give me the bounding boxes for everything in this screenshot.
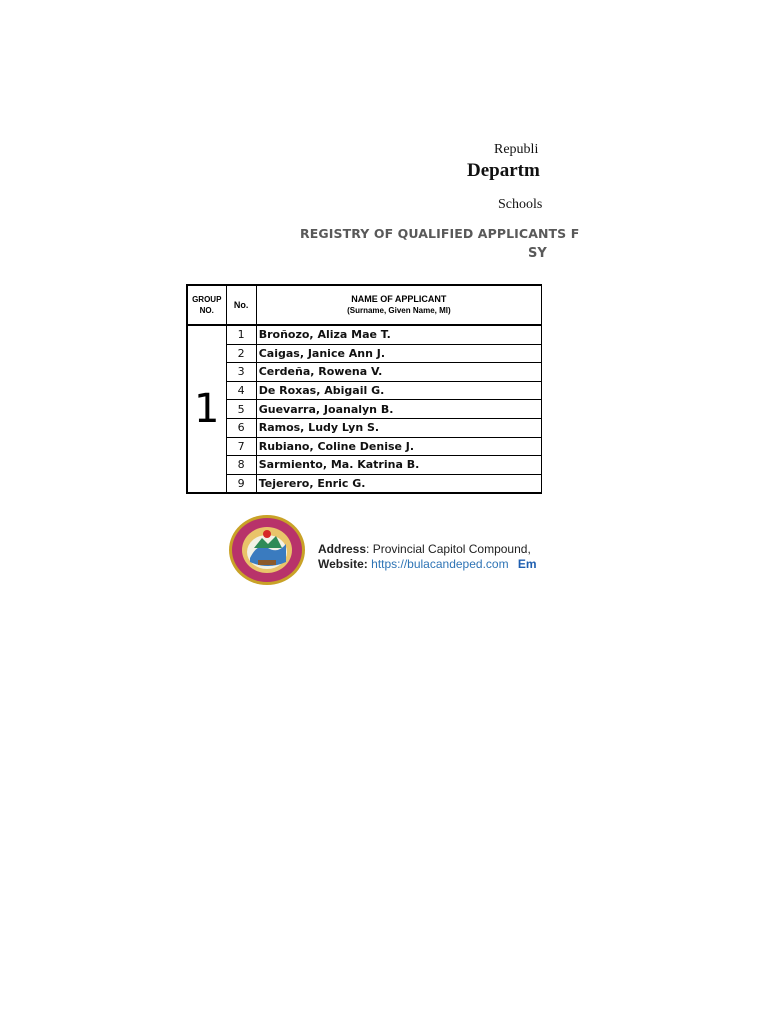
table-row	[187, 418, 542, 437]
no-header: No.	[226, 285, 256, 325]
group-header-line1: GROUP	[192, 295, 222, 304]
address-value: : Provincial Capitol Compound,	[366, 542, 531, 556]
table-row	[187, 474, 542, 493]
table-row	[187, 325, 542, 344]
applicant-name-cell: Cerdeña, Rowena V.	[256, 363, 541, 382]
schools-division-heading: Schools	[498, 197, 543, 212]
applicant-name-cell: Broñozo, Aliza Mae T.	[256, 325, 541, 344]
group-number-cell: 1	[187, 325, 226, 493]
applicant-name-cell: Sarmiento, Ma. Katrina B.	[256, 456, 541, 475]
applicants-table	[186, 284, 542, 494]
applicant-name-cell: Caigas, Janice Ann J.	[256, 344, 541, 363]
table-row	[187, 344, 542, 363]
row-number-cell: 3	[226, 363, 256, 382]
row-number-cell: 1	[226, 325, 256, 344]
website-link[interactable]: https://bulacandeped.com	[371, 557, 509, 571]
table-header-row	[187, 285, 542, 325]
registry-title: REGISTRY OF QUALIFIED APPLICANTS F	[300, 226, 580, 241]
applicant-name-cell: Ramos, Ludy Lyn S.	[256, 418, 541, 437]
group-no-header	[187, 285, 226, 325]
division-seal-icon	[228, 514, 306, 586]
table-row	[187, 400, 542, 419]
footer-website	[318, 557, 537, 571]
row-number-cell: 7	[226, 437, 256, 456]
row-number-cell: 9	[226, 474, 256, 493]
address-label: Address	[318, 542, 367, 556]
row-number-cell: 8	[226, 456, 256, 475]
applicants-table-body	[187, 325, 542, 493]
row-number-cell: 6	[226, 418, 256, 437]
name-header-line1: NAME OF APPLICANT	[351, 294, 447, 304]
table-row	[187, 381, 542, 400]
table-row	[187, 456, 542, 475]
group-header-line2: NO.	[199, 306, 214, 315]
applicant-name-cell: De Roxas, Abigail G.	[256, 381, 541, 400]
website-label: Website:	[318, 557, 368, 571]
republic-heading: Republi	[494, 142, 539, 157]
row-number-cell: 2	[226, 344, 256, 363]
school-year-label: SY	[528, 246, 547, 261]
applicant-name-cell: Rubiano, Coline Denise J.	[256, 437, 541, 456]
applicant-name-cell: Tejerero, Enric G.	[256, 474, 541, 493]
department-heading: Departm	[467, 160, 540, 181]
email-label: Em	[517, 557, 537, 571]
name-header	[256, 285, 541, 325]
row-number-cell: 4	[226, 381, 256, 400]
table-row	[187, 437, 542, 456]
applicant-name-cell: Guevarra, Joanalyn B.	[256, 400, 541, 419]
row-number-cell: 5	[226, 400, 256, 419]
footer-address	[318, 542, 531, 556]
table-row	[187, 363, 542, 382]
name-header-line2: (Surname, Given Name, MI)	[347, 306, 451, 315]
